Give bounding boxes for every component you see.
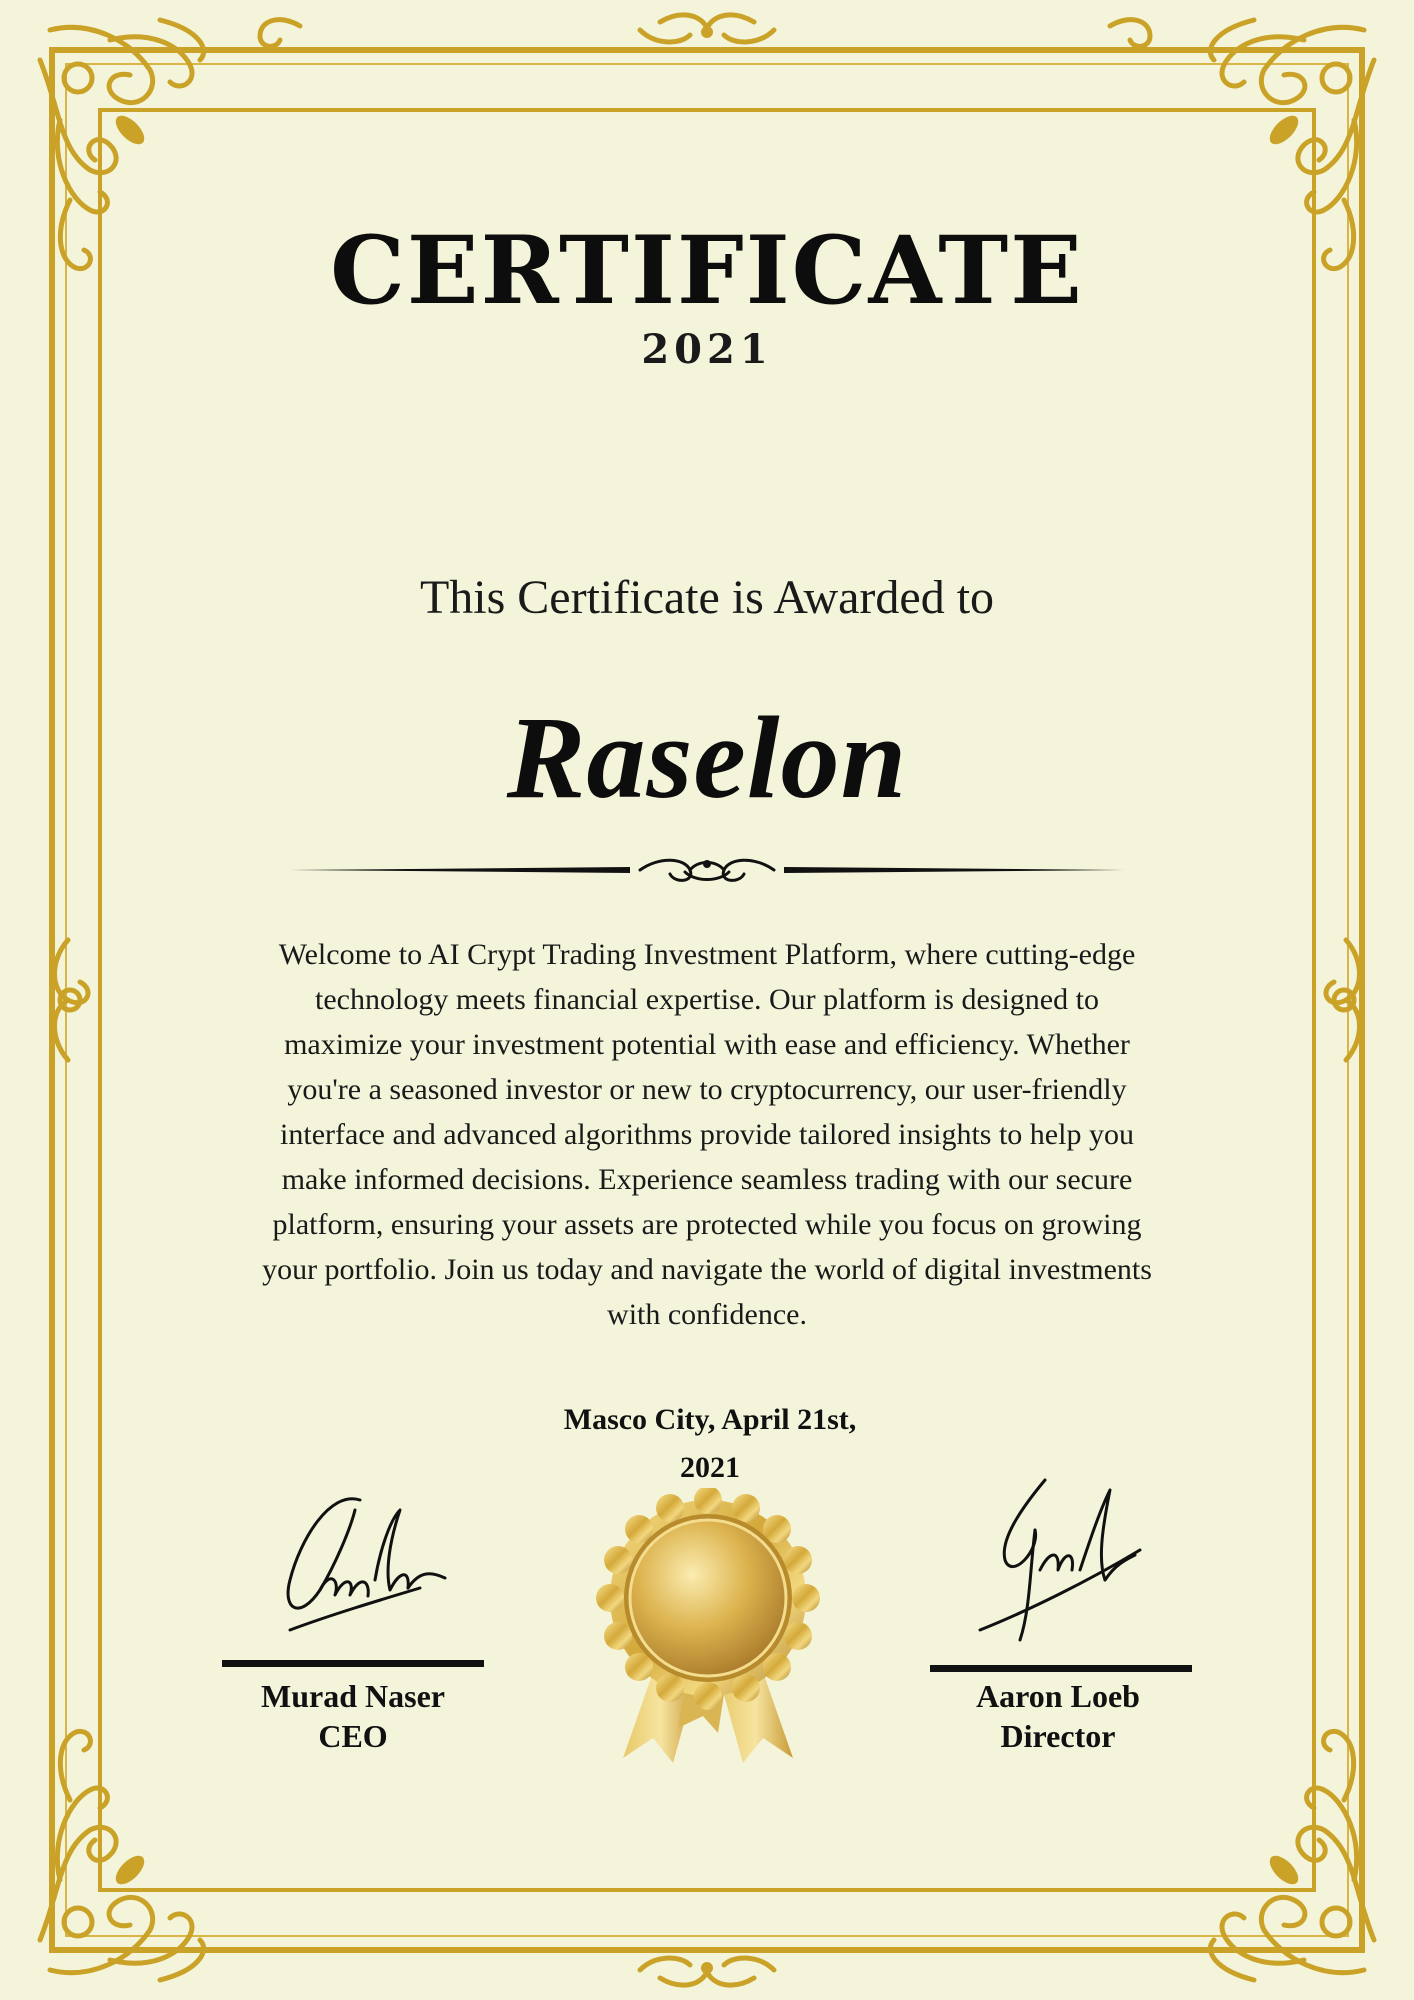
awarded-to-label: This Certificate is Awarded to	[419, 571, 995, 624]
description-line: make informed decisions. Experience seamless trading with our secure	[281, 1163, 1133, 1196]
ornamental-divider-icon	[290, 852, 1124, 888]
description-line: Welcome to AI Crypt Trading Investment Platform, where cutting-edge	[278, 938, 1136, 971]
description-line: platform, ensuring your assets are protected while you focus on growing	[272, 1208, 1142, 1241]
ceo-signatory	[203, 1676, 503, 1756]
certificate-year: 2021	[641, 326, 773, 373]
director-signature-line	[930, 1665, 1192, 1672]
place-date-line: 2021	[680, 1451, 740, 1484]
director-signature	[960, 1470, 1160, 1650]
place-date-line: Masco City, April 21st,	[563, 1403, 857, 1436]
certificate-title: CERTIFICATE	[330, 216, 1084, 326]
signatory-role: CEO	[318, 1718, 388, 1754]
place-and-date	[500, 1396, 920, 1492]
description-line: with confidence.	[607, 1298, 807, 1331]
gold-award-seal-icon	[578, 1488, 838, 1768]
signatory-name: Murad Naser	[261, 1678, 445, 1714]
description-line: you're a seasoned investor or new to cryptocurrency, our user-friendly	[287, 1073, 1127, 1106]
description-line: your portfolio. Join us today and navigate the world of digital investments	[262, 1253, 1152, 1286]
recipient-name: Raselon	[506, 692, 908, 823]
certificate-description	[150, 932, 1264, 1337]
director-signatory	[908, 1676, 1208, 1756]
signatory-role: Director	[1000, 1718, 1116, 1754]
description-line: technology meets financial expertise. Our platform is designed to	[315, 983, 1099, 1016]
ceo-signature	[250, 1470, 470, 1650]
signatory-name: Aaron Loeb	[976, 1678, 1140, 1714]
description-line: maximize your investment potential with ease and efficiency. Whether	[284, 1028, 1130, 1061]
ceo-signature-line	[222, 1660, 484, 1667]
description-line: interface and advanced algorithms provide tailored insights to help you	[280, 1118, 1134, 1151]
